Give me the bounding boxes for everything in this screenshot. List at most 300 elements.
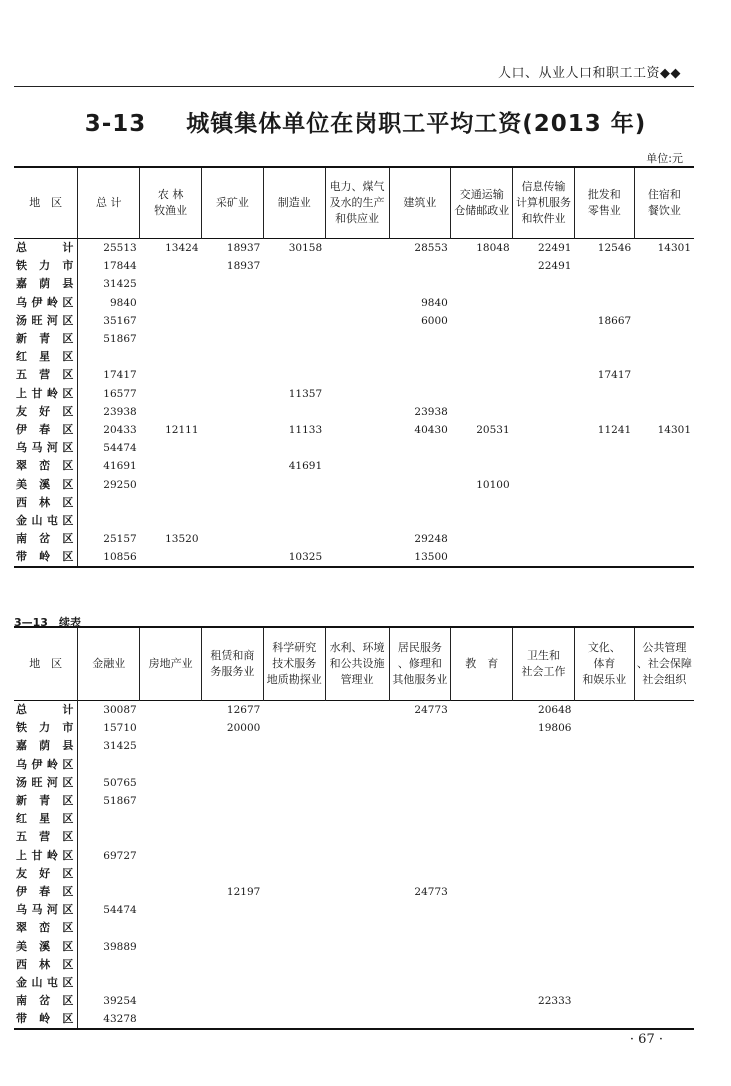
wage-table-part2: [14, 626, 694, 1030]
region-name: 乌马河区: [14, 439, 78, 457]
table-row: [14, 1010, 694, 1029]
table-cell: [325, 457, 389, 475]
table-cell: [451, 774, 513, 792]
region-name: 五 营 区: [14, 366, 78, 384]
table-cell: 18667: [597, 314, 632, 327]
table-cell: [263, 294, 325, 312]
table-cell: [451, 865, 513, 883]
region-name: 铁 力 市: [14, 257, 78, 275]
table-cell: [325, 530, 389, 548]
table-cell: 17844: [103, 260, 137, 273]
table-cell: [634, 810, 694, 828]
table-row: [14, 366, 694, 384]
region-name: 汤旺河区: [14, 774, 78, 792]
table-cell: [513, 956, 575, 974]
column-header: 教 育: [451, 627, 513, 701]
table-cell: [140, 330, 202, 348]
table-cell: 43278: [103, 1013, 137, 1026]
table-cell: [634, 530, 694, 548]
column-header: 总 计: [78, 167, 140, 239]
table1-header-row: [14, 167, 694, 239]
column-header: 建筑业: [389, 167, 451, 239]
table-cell: 13500: [414, 551, 448, 564]
table-cell: [140, 901, 202, 919]
column-header: 地 区: [29, 196, 63, 209]
region-name: 伊 春 区: [14, 883, 78, 901]
table-cell: 22333: [538, 995, 572, 1008]
table-row: [14, 548, 694, 567]
table-cell: [389, 439, 451, 457]
table-row: [14, 810, 694, 828]
table-row: [14, 348, 694, 366]
region-name: 带 岭 区: [14, 548, 78, 567]
table-cell: [263, 992, 325, 1010]
table-cell: [451, 847, 513, 865]
table-cell: [263, 865, 325, 883]
table-cell: [451, 901, 513, 919]
table-cell: [451, 974, 513, 992]
table-cell: 18937: [226, 260, 261, 273]
table-cell: 11133: [288, 423, 323, 436]
table-cell: 10856: [103, 551, 137, 564]
table-cell: [325, 992, 389, 1010]
table-row: [14, 828, 694, 846]
region-name: 友 好 区: [14, 403, 78, 421]
table-cell: [451, 330, 513, 348]
table-row: [14, 937, 694, 955]
table-cell: [202, 828, 264, 846]
table-cell: [451, 1010, 513, 1029]
table-cell: 29248: [414, 533, 448, 546]
column-header: 租赁和商 务服务业: [202, 627, 264, 701]
table-cell: [140, 865, 202, 883]
table-cell: [140, 810, 202, 828]
table-cell: [389, 992, 451, 1010]
region-name: 美 溪 区: [14, 475, 78, 493]
table-cell: [202, 348, 264, 366]
table-cell: [325, 330, 389, 348]
table-cell: [389, 366, 451, 384]
table-cell: 18937: [226, 242, 261, 255]
region-name: 新 青 区: [14, 330, 78, 348]
table-cell: [78, 974, 140, 992]
table-cell: [513, 366, 575, 384]
table-cell: [140, 494, 202, 512]
table-cell: [513, 1010, 575, 1029]
table-cell: [325, 512, 389, 530]
region-name: 嘉 荫 县: [14, 275, 78, 293]
table-cell: [202, 385, 264, 403]
table-cell: [263, 475, 325, 493]
table-cell: [202, 1010, 264, 1029]
table-row: [14, 919, 694, 937]
table-row: [14, 403, 694, 421]
table-cell: [202, 956, 264, 974]
table-cell: [78, 883, 140, 901]
table-cell: 30087: [103, 704, 137, 717]
table-cell: [389, 385, 451, 403]
table-cell: [263, 974, 325, 992]
table-cell: [634, 737, 694, 755]
table-cell: [202, 919, 264, 937]
table-cell: [202, 548, 264, 567]
table-cell: [634, 403, 694, 421]
table1-body: [14, 239, 694, 568]
wage-table-part1: [14, 166, 694, 568]
table-cell: [263, 257, 325, 275]
table-cell: [263, 494, 325, 512]
table-cell: [263, 956, 325, 974]
table-cell: [140, 275, 202, 293]
column-header: 交通运输 仓储邮政业: [451, 167, 513, 239]
table-row: [14, 294, 694, 312]
table-cell: [634, 475, 694, 493]
column-header: 居民服务 、修理和 其他服务业: [389, 627, 451, 701]
table-cell: [140, 512, 202, 530]
table-cell: [140, 756, 202, 774]
table-cell: [263, 512, 325, 530]
table-cell: [451, 828, 513, 846]
table-cell: [140, 992, 202, 1010]
table-cell: [574, 530, 634, 548]
table-cell: [634, 792, 694, 810]
region-name: 汤旺河区: [14, 312, 78, 330]
region-name: 伊 春 区: [14, 421, 78, 439]
table-cell: [325, 403, 389, 421]
table-cell: 14301: [657, 242, 691, 255]
table-cell: [634, 366, 694, 384]
table-cell: [513, 774, 575, 792]
table-cell: [389, 865, 451, 883]
table-cell: 17417: [597, 369, 632, 382]
table-cell: [263, 439, 325, 457]
region-name: 美 溪 区: [14, 937, 78, 955]
table-cell: [574, 548, 634, 567]
table-cell: [325, 792, 389, 810]
table-cell: [513, 512, 575, 530]
table-cell: [325, 421, 389, 439]
table-cell: [574, 439, 634, 457]
table-row: [14, 883, 694, 901]
table-cell: [202, 512, 264, 530]
table-cell: [513, 919, 575, 937]
table-cell: [325, 974, 389, 992]
column-header: 房地产业: [140, 627, 202, 701]
region-name: 上甘岭区: [14, 847, 78, 865]
table-cell: [325, 294, 389, 312]
table-row: [14, 847, 694, 865]
table-cell: [202, 275, 264, 293]
table-cell: [513, 792, 575, 810]
table-cell: [574, 457, 634, 475]
table-cell: [263, 719, 325, 737]
table-row: [14, 974, 694, 992]
table-cell: 25157: [103, 533, 137, 546]
table-cell: 35167: [103, 314, 137, 327]
table-cell: [78, 956, 140, 974]
table-cell: [78, 348, 140, 366]
header-rule: [14, 86, 694, 87]
table-cell: 12677: [226, 704, 261, 717]
table-cell: 17417: [103, 369, 137, 382]
table-row: [14, 992, 694, 1010]
table-cell: [78, 828, 140, 846]
table-cell: [634, 330, 694, 348]
table-cell: [513, 457, 575, 475]
table-cell: [202, 439, 264, 457]
table-cell: 39889: [103, 940, 137, 953]
table-cell: [451, 257, 513, 275]
table-cell: [325, 956, 389, 974]
table-cell: [451, 810, 513, 828]
table-cell: [325, 737, 389, 755]
table-cell: 51867: [103, 333, 137, 346]
region-name: 带 岭 区: [14, 1010, 78, 1029]
region-name: 西 林 区: [14, 494, 78, 512]
table-row: [14, 530, 694, 548]
table-cell: [325, 865, 389, 883]
table-cell: [574, 701, 634, 720]
table-cell: [574, 919, 634, 937]
table-cell: [513, 847, 575, 865]
table-row: [14, 421, 694, 439]
table-cell: [513, 439, 575, 457]
table-cell: [513, 348, 575, 366]
table-cell: [140, 457, 202, 475]
table-cell: [140, 701, 202, 720]
table-cell: [451, 756, 513, 774]
table-cell: [202, 457, 264, 475]
table-cell: [513, 737, 575, 755]
running-header: 人口、从业人口和职工工资◆◆: [498, 66, 681, 81]
table-cell: 10100: [476, 478, 510, 491]
table-cell: [325, 439, 389, 457]
table-row: [14, 865, 694, 883]
table-cell: [325, 385, 389, 403]
table-cell: [451, 992, 513, 1010]
table-cell: [202, 366, 264, 384]
table-cell: [513, 974, 575, 992]
table-cell: [574, 937, 634, 955]
table-cell: [574, 294, 634, 312]
table2-body: [14, 701, 694, 1030]
table-cell: [202, 810, 264, 828]
table-cell: [451, 439, 513, 457]
table-cell: [513, 865, 575, 883]
table-cell: 41691: [288, 460, 323, 473]
table-cell: [202, 847, 264, 865]
table-cell: [574, 992, 634, 1010]
table-cell: [389, 828, 451, 846]
table-cell: 19806: [538, 722, 572, 735]
table-cell: 24773: [414, 885, 448, 898]
table-cell: [325, 366, 389, 384]
table-cell: [325, 919, 389, 937]
table-cell: 13424: [165, 242, 199, 255]
table-cell: [634, 719, 694, 737]
table-cell: [574, 847, 634, 865]
table-cell: [202, 992, 264, 1010]
table-row: [14, 774, 694, 792]
table-cell: [451, 737, 513, 755]
table-cell: [389, 1010, 451, 1029]
table-cell: [389, 719, 451, 737]
table-cell: [263, 756, 325, 774]
column-header: 批发和 零售业: [574, 167, 634, 239]
table-cell: [78, 810, 140, 828]
table-row: [14, 275, 694, 293]
table-row: [14, 956, 694, 974]
column-header: 科学研究 技术服务 地质勘探业: [263, 627, 325, 701]
table-row: [14, 901, 694, 919]
table-cell: [202, 901, 264, 919]
table-cell: [451, 701, 513, 720]
table-cell: [325, 275, 389, 293]
table-cell: [634, 439, 694, 457]
table-cell: [389, 257, 451, 275]
table-cell: [634, 937, 694, 955]
table-cell: [140, 548, 202, 567]
table-cell: [513, 937, 575, 955]
table-cell: [325, 828, 389, 846]
table-cell: [634, 701, 694, 720]
table-cell: [325, 774, 389, 792]
table-cell: [325, 901, 389, 919]
table-cell: [202, 974, 264, 992]
table-cell: 11357: [288, 387, 323, 400]
region-name: 南 岔 区: [14, 992, 78, 1010]
region-name: 金山屯区: [14, 974, 78, 992]
table-cell: [634, 312, 694, 330]
region-name: 翠 峦 区: [14, 919, 78, 937]
table-cell: 30158: [288, 242, 323, 255]
table-cell: [634, 865, 694, 883]
table-cell: [634, 828, 694, 846]
table-row: [14, 494, 694, 512]
table-cell: [140, 828, 202, 846]
table-cell: 69727: [103, 849, 137, 862]
table-cell: [140, 294, 202, 312]
table-cell: [513, 810, 575, 828]
region-name: 红 星 区: [14, 810, 78, 828]
table-cell: [634, 494, 694, 512]
table-cell: [140, 257, 202, 275]
table-cell: [574, 494, 634, 512]
table-cell: [263, 919, 325, 937]
region-name: 乌伊岭区: [14, 756, 78, 774]
table-cell: 10325: [288, 551, 323, 564]
table-row: [14, 756, 694, 774]
table-cell: 50765: [103, 776, 137, 789]
table-cell: 22491: [538, 242, 572, 255]
table-cell: [451, 530, 513, 548]
table-cell: [634, 348, 694, 366]
table-cell: [202, 937, 264, 955]
table-cell: 54474: [103, 904, 137, 917]
table-cell: [451, 385, 513, 403]
table-cell: [263, 792, 325, 810]
table-row: [14, 512, 694, 530]
table-cell: [325, 756, 389, 774]
table-cell: [263, 348, 325, 366]
table-cell: [389, 810, 451, 828]
table-row: [14, 385, 694, 403]
table-cell: [389, 737, 451, 755]
table-cell: [325, 494, 389, 512]
table-cell: [451, 792, 513, 810]
table-cell: [325, 312, 389, 330]
table-cell: [634, 512, 694, 530]
table-cell: [202, 737, 264, 755]
column-header: 采矿业: [202, 167, 264, 239]
table-cell: [140, 883, 202, 901]
table-cell: [634, 257, 694, 275]
region-name: 翠 峦 区: [14, 457, 78, 475]
table-cell: [78, 512, 140, 530]
table-cell: [140, 348, 202, 366]
table-cell: [263, 774, 325, 792]
table-cell: [202, 530, 264, 548]
table-cell: [451, 494, 513, 512]
table-cell: 22491: [538, 260, 572, 273]
table-cell: [325, 883, 389, 901]
region-name: 五 营 区: [14, 828, 78, 846]
column-header: 公共管理 、社会保障 社会组织: [634, 627, 694, 701]
table-cell: [451, 548, 513, 567]
table-cell: [325, 810, 389, 828]
column-header: 文化、 体育 和娱乐业: [574, 627, 634, 701]
table-cell: 51867: [103, 795, 137, 808]
table-cell: [451, 512, 513, 530]
table-cell: [574, 512, 634, 530]
table-cell: [140, 919, 202, 937]
table-cell: [634, 992, 694, 1010]
table-cell: [574, 865, 634, 883]
table-cell: [574, 737, 634, 755]
table-cell: [325, 348, 389, 366]
table-cell: 25513: [103, 242, 137, 255]
table-cell: [389, 792, 451, 810]
table-cell: [325, 475, 389, 493]
table-cell: [325, 701, 389, 720]
table-cell: [263, 901, 325, 919]
table-cell: [634, 548, 694, 567]
page-number: · 67 ·: [629, 1032, 663, 1047]
table-cell: [634, 457, 694, 475]
table-cell: 39254: [103, 995, 137, 1008]
table-cell: [574, 774, 634, 792]
table-cell: [451, 457, 513, 475]
table-title: 城镇集体单位在岗职工平均工资(2013 年): [186, 111, 647, 137]
table-cell: [574, 475, 634, 493]
table-cell: [513, 294, 575, 312]
table-cell: [140, 956, 202, 974]
table-cell: 31425: [103, 278, 137, 291]
table-cell: [202, 774, 264, 792]
table-cell: [140, 475, 202, 493]
table-cell: [634, 919, 694, 937]
table-cell: [202, 403, 264, 421]
table-cell: [202, 494, 264, 512]
table-cell: [389, 919, 451, 937]
table-row: [14, 737, 694, 755]
table-cell: 12111: [165, 423, 199, 436]
table-row: [14, 719, 694, 737]
table-cell: [202, 792, 264, 810]
table-row: [14, 701, 694, 720]
table-cell: [574, 330, 634, 348]
region-name: 上甘岭区: [14, 385, 78, 403]
